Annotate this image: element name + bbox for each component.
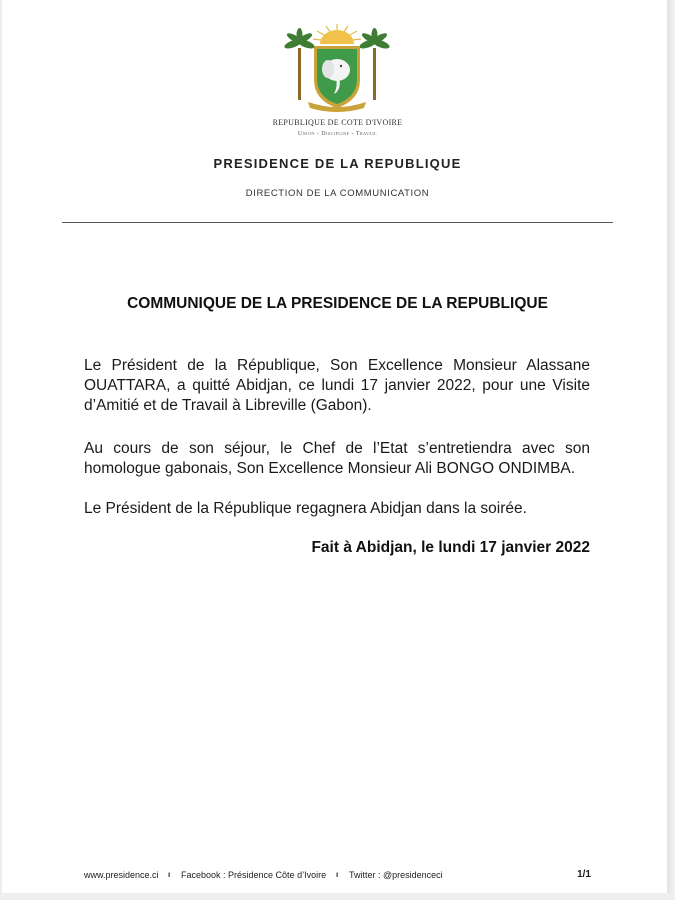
- footer-separator: ı: [336, 870, 339, 879]
- national-motto: Union - Discipline - Travail: [297, 131, 378, 137]
- country-name: REPUBLIQUE DE COTE D'IVOIRE: [272, 118, 403, 127]
- paragraph-return: Le Président de la République regagnera Abidjan dans la soirée.: [84, 500, 527, 517]
- communique-title: COMMUNIQUE DE LA PRESIDENCE DE LA REPUBLIQUE: [127, 295, 548, 312]
- paragraph-departure: Le Président de la République, Son Excellence Monsieur Alassane OUATTARA, a quitté Abidjan, ce lundi 17 janvier 2022, pour une Visite d’Amitié et de Travail à Libreville (Gabon).: [84, 357, 590, 414]
- coat-of-arms-icon: [284, 20, 390, 116]
- signature-line: Fait à Abidjan, le lundi 17 janvier 2022: [311, 539, 590, 556]
- paragraph-meeting: Au cours de son séjour, le Chef de l’Etat s’entretiendra avec son homologue gabonais, Son Excellence Monsieur Ali BONGO ONDIMBA.: [84, 440, 590, 477]
- institution-name: PRESIDENCE DE LA REPUBLIQUE: [213, 156, 462, 171]
- department-name: DIRECTION DE LA COMMUNICATION: [245, 188, 430, 199]
- footer-facebook-link[interactable]: Facebook : Présidence Côte d’Ivoire: [181, 870, 327, 880]
- page-number: 1/1: [577, 869, 591, 880]
- footer-website-link[interactable]: www.presidence.ci: [84, 870, 159, 880]
- page-edge-bottom: [0, 893, 675, 900]
- header-divider: [62, 222, 613, 223]
- footer-separator: ı: [168, 870, 171, 879]
- footer-twitter-link[interactable]: Twitter : @presidenceci: [349, 870, 443, 880]
